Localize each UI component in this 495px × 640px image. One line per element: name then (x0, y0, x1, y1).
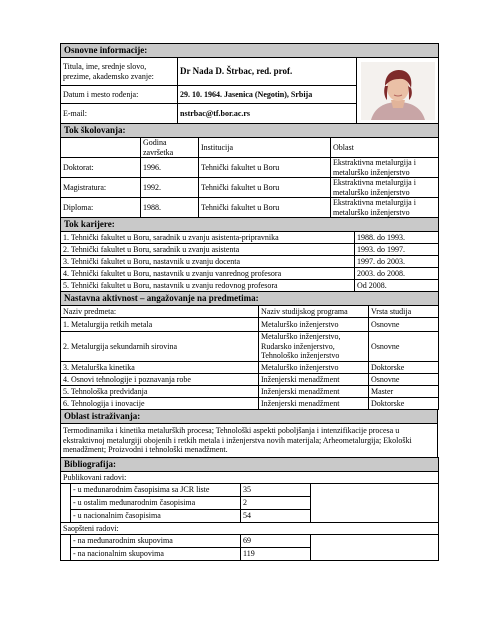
bibliography-row (61, 535, 439, 548)
education-institution: Tehnički fakultet u Boru (199, 158, 331, 178)
career-position: 5. Tehnički fakultet u Boru, nastavnik u zvanju redovnog profesora (61, 280, 355, 292)
section-title-basic: Osnovne informacije: (61, 44, 439, 58)
teaching-header-subject: Naziv predmeta: (61, 306, 259, 318)
teaching-table (60, 291, 439, 410)
bibliography-count: 2 (241, 497, 311, 510)
cv-document (60, 43, 438, 561)
research-text: Termodinamika i kinetika metalurških procesa; Tehnološki aspekti poboljšanja i intenzifikacije procesa u ekstraktivnoj metalurgiji obojenih i retkih metala i inženjerstva novih materijala; Arheometalurgija; Ekološki menadžment; Proizvodni i tehnološki menadžment. (61, 424, 438, 458)
teaching-header-program: Naziv studijskog programa (259, 306, 369, 318)
teaching-type: Osnovne (369, 318, 439, 332)
teaching-subject: 5. Tehnološka predviđanja (61, 386, 259, 398)
education-row (61, 158, 439, 178)
career-row (61, 268, 439, 280)
bibliography-count: 119 (241, 548, 311, 561)
education-level: Magistratura: (61, 178, 141, 198)
teaching-row (61, 386, 439, 398)
teaching-type: Doktorske (369, 362, 439, 374)
bibliography-count: 69 (241, 535, 311, 548)
bibliography-category: - na međunarodnim skupovima (71, 535, 241, 548)
education-row (61, 198, 439, 218)
bibliography-category: - na nacionalnim skupovima (71, 548, 241, 561)
teaching-program: Metalurško inženjerstvo, Rudarsko inženjerstvo, Tehnološko inženjerstvo (259, 332, 369, 362)
teaching-subject: 1. Metalurgija retkih metala (61, 318, 259, 332)
teaching-program: Inženjerski menadžment (259, 386, 369, 398)
teaching-row (61, 332, 439, 362)
section-title-bibliography: Bibliografija: (61, 458, 439, 472)
education-institution: Tehnički fakultet u Boru (199, 198, 331, 218)
research-table (60, 409, 438, 458)
photo-cell (357, 58, 439, 124)
dob-label: Datum i mesto rođenja: (61, 86, 178, 104)
teaching-header-type: Vrsta studija (369, 306, 439, 318)
teaching-type: Master (369, 386, 439, 398)
section-title-career: Tok karijere: (61, 218, 439, 232)
career-period: Od 2008. (355, 280, 439, 292)
bibliography-category: - u međunarodnim časopisima sa JCR liste (71, 484, 241, 497)
teaching-row (61, 374, 439, 386)
education-year: 1992. (141, 178, 199, 198)
career-period: 1988. do 1993. (355, 232, 439, 244)
education-level: Diploma: (61, 198, 141, 218)
education-level: Doktorat: (61, 158, 141, 178)
bibliography-category: - u ostalim međunarodnim časopisima (71, 497, 241, 510)
education-row (61, 178, 439, 198)
teaching-subject: 4. Osnovi tehnologije i poznavanja robe (61, 374, 259, 386)
education-field: Ekstraktivna metalurgija i metalurško inženjerstvo (331, 198, 439, 218)
education-header-institution: Institucija (199, 138, 331, 158)
career-position: 2. Tehnički fakultet u Boru, saradnik u zvanju asistenta (61, 244, 355, 256)
basic-info-table (60, 43, 439, 124)
career-row (61, 244, 439, 256)
portrait-photo (361, 62, 435, 120)
career-table (60, 217, 439, 292)
career-period: 1997. do 2003. (355, 256, 439, 268)
bibliography-row (61, 497, 439, 510)
published-label: Publikovani radovi: (61, 472, 439, 484)
education-year: 1988. (141, 198, 199, 218)
teaching-type: Doktorske (369, 398, 439, 410)
bibliography-count: 54 (241, 510, 311, 523)
name-value: Dr Nada D. Štrbac, red. prof. (178, 58, 357, 86)
teaching-row (61, 398, 439, 410)
education-institution: Tehnički fakultet u Boru (199, 178, 331, 198)
dob-value: 29. 10. 1964. Jasenica (Negotin), Srbija (178, 86, 357, 104)
section-title-teaching: Nastavna aktivnost – angažovanje na predmetima: (61, 292, 439, 306)
career-row (61, 232, 439, 244)
bibliography-category: - u nacionalnim časopisima (71, 510, 241, 523)
section-title-research: Oblast istraživanja: (61, 410, 438, 424)
portrait-image (361, 62, 435, 120)
career-position: 3. Tehnički fakultet u Boru, nastavnik u zvanju docenta (61, 256, 355, 268)
name-label: Titula, ime, srednje slovo, prezime, akademsko zvanje: (61, 58, 178, 86)
bibliography-table (60, 457, 439, 561)
presented-label: Saopšteni radovi: (61, 523, 439, 535)
teaching-type: Osnovne (369, 374, 439, 386)
teaching-program: Inženjerski menadžment (259, 398, 369, 410)
teaching-subject: 2. Metalurgija sekundarnih sirovina (61, 332, 259, 362)
email-label: E-mail: (61, 104, 178, 124)
teaching-type: Osnovne (369, 332, 439, 362)
teaching-program: Metalurško inženjerstvo (259, 318, 369, 332)
career-period: 1993. do 1997. (355, 244, 439, 256)
teaching-program: Metalurško inženjerstvo (259, 362, 369, 374)
education-year: 1996. (141, 158, 199, 178)
education-field: Ekstraktivna metalurgija i metalurško inženjerstvo (331, 158, 439, 178)
email-value[interactable]: nstrbac@tf.bor.ac.rs (178, 104, 357, 124)
career-position: 4. Tehnički fakultet u Boru, nastavnik u zvanju vanrednog profesora (61, 268, 355, 280)
career-period: 2003. do 2008. (355, 268, 439, 280)
bibliography-row (61, 484, 439, 497)
teaching-subject: 3. Metalurška kinetika (61, 362, 259, 374)
bibliography-count: 35 (241, 484, 311, 497)
education-table (60, 123, 439, 218)
teaching-program: Inženjerski menadžment (259, 374, 369, 386)
education-header-year: Godina završetka (141, 138, 199, 158)
teaching-subject: 6. Tehnologija i inovacije (61, 398, 259, 410)
bibliography-row (61, 510, 439, 523)
education-header-field: Oblast (331, 138, 439, 158)
education-field: Ekstraktivna metalurgija i metalurško inženjerstvo (331, 178, 439, 198)
section-title-education: Tok školovanja: (61, 124, 439, 138)
teaching-row (61, 318, 439, 332)
career-row (61, 280, 439, 292)
career-row (61, 256, 439, 268)
bibliography-row (61, 548, 439, 561)
teaching-row (61, 362, 439, 374)
career-position: 1. Tehnički fakultet u Boru, saradnik u zvanju asistenta-pripravnika (61, 232, 355, 244)
